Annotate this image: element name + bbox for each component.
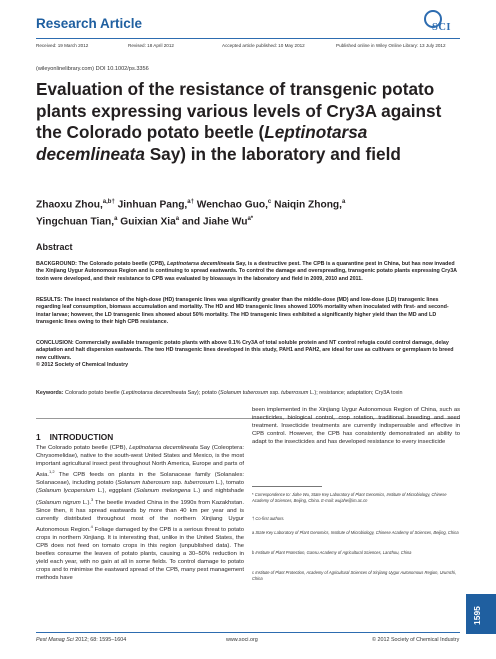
intro-text: Foliage damaged by the CPB is a serious threat to potato crops in northern Xinjiang. It is interesting that, unlike in the United States, the CPB does not feed on tomato crops in this region (unpublished data). The beetles consume the leaves of potato plants, causing a 30–50% reduction in yield each year, with no gain at all in some fields. To control damage to potato crops and to minimise the eastward spread of the CPB, many pest management methods have: [36, 526, 245, 582]
sci-logo: [420, 10, 464, 38]
footnote-text: Co-first authors.: [255, 516, 285, 521]
section-number: 1: [36, 432, 41, 442]
intro-text: The Colorado potato beetle (CPB),: [36, 445, 130, 451]
abstract-background: [36, 261, 460, 283]
footnote-affil-a: [252, 530, 460, 536]
author-name: Guixian Xia: [117, 216, 176, 228]
abstract-copyright: © 2012 Society of Chemical Industry: [36, 361, 129, 368]
author-affil: a†: [187, 199, 194, 205]
footnote-affil-b: [252, 550, 460, 556]
author-name: Yingchuan Tian,: [36, 216, 115, 228]
abstract-conclusion: [36, 340, 460, 369]
intro-heading: [36, 432, 113, 442]
article-title: [36, 79, 456, 165]
journal-url[interactable]: www.soci.org: [226, 637, 258, 643]
keywords: [36, 390, 460, 397]
footnote-text: Institute of Plant Protection, Academy of Agricultural Sciences of Xinjiang Uygur Autonomous Region, Urumchi, China: [252, 570, 457, 581]
abstract-results: [36, 297, 460, 326]
footnote-affil-c: [252, 570, 460, 581]
keyword-species: tuberrosum: [281, 390, 309, 396]
citation: 4: [90, 523, 93, 529]
author-name: Jinhuan Pang,: [114, 199, 188, 211]
intro-species: Solanum melongena: [135, 488, 191, 495]
author-affil: a: [114, 216, 118, 223]
title-text: Evaluation of the resistance of transgenic potato plants expressing various levels of Cry3A against the Colorado potato beetle (: [36, 79, 442, 142]
background-text-end: Say, is a destructive pest. The CPB is a quarantine pest in China, but has now invaded the Xinjiang Uygur Autonomous Region and is continuing to spread eastwards. To control the damage and overspreading, transgenic potato plants expressing Cry3A toxin were developed, and their resistance to CPB was evaluated by bioassays in the laboratory and field in 2009, 2010 and 2011.: [36, 261, 457, 282]
intro-text: L.), tomato (: [36, 480, 244, 495]
title-species: Leptinotarsa decemlineata: [36, 122, 368, 164]
results-text: The insect resistance of the high-dose (HD) transgenic lines was significantly greater than the middle-dose (MD) and low-dose (LD) transgenic lines regarding leaf consumption, biomass accumulation and mortality. The HD and MD transgenic lines showed 100% mortality when inoculated with first- and second-instar larvae; however, the LD transgenic lines showed about 50% mortality. The HD transgenic lines exhibited a significantly higher yield than the MD and LD transgenic lines owing to their high CPB resistance.: [36, 297, 449, 325]
results-label: RESULTS:: [36, 297, 63, 303]
author-name: and Jiahe Wu: [179, 216, 248, 228]
abstract-heading: Abstract: [36, 242, 73, 252]
conclusion-label: CONCLUSION:: [36, 340, 74, 346]
footnote-rule: [252, 486, 322, 487]
intro-paragraph-continued: been implemented in the Xinjiang Uygur Autonomous Region of China, such as insecticides, biological control, crop rotation, traditional breeding and seed treatment. Insecticide treatments are currently indispensable and effective in CPB control. However, the CPB has consistently demonstrated an ability to adapt to the insecticides and has developed resistance to every insecticide: [252, 407, 460, 446]
revised-date: Revised: 18 April 2012: [128, 43, 174, 48]
author-affil: a: [175, 216, 180, 223]
journal-name: Pest Manag Sci: [36, 637, 74, 643]
intro-text: L.).: [80, 499, 92, 506]
author-affil: a*: [247, 216, 254, 223]
logo-text: SCI: [432, 22, 452, 33]
intro-text: The beetle invaded China in the 1990s from Kazakhstan. Since then, it has spread eastwards by more than 40 km per year and is currently distributed throughout most of the northern Xinjiang Uygur Autonomous Region.: [36, 499, 244, 533]
footnote-correspondence: [252, 492, 460, 503]
background-species: Leptinotarsa decemlineata: [166, 261, 235, 267]
journal-volume: 2012; 68: 1595–1604: [73, 637, 127, 643]
section-title: INTRODUCTION: [49, 432, 114, 442]
keywords-label: Keywords:: [36, 390, 64, 396]
conclusion-text: Commercially available transgenic potato plants with above 0.1% Cry3A of total soluble protein and NT control refugia could control damage, delay adaptation and halt dispersion eastwards. The two HD transgenic lines developed in this study, PAH1 and PAH2, are ideal for use as cultivars or germplasm to breed new cultivars.: [36, 340, 454, 361]
header-rule: [36, 38, 460, 39]
footnote-mark: a: [252, 530, 255, 535]
author-affil: c: [267, 199, 272, 205]
intro-text: ssp.: [169, 480, 185, 487]
citation: 3: [91, 496, 94, 502]
intro-text: L.) and nightshade (: [36, 488, 244, 506]
intro-species: Leptinotarsa decemlineata: [129, 445, 198, 451]
online-date: Published online in Wiley Online Library: 13 July 2012: [336, 43, 446, 48]
keyword-text: Say); potato (: [186, 390, 220, 396]
intro-species: tuberrosum: [184, 480, 214, 487]
page-number: 1595: [472, 606, 482, 626]
intro-species: Solanum tuberosum: [117, 480, 170, 487]
footer-copyright: © 2012 Society of Chemical Industry: [372, 637, 460, 643]
keyword-species: Solanum tuberosum: [220, 390, 269, 396]
background-label: BACKGROUND:: [36, 261, 77, 267]
intro-species: Solanum lycopersium: [37, 488, 95, 495]
footnote-mark: b: [252, 550, 255, 555]
footnote-text: Correspondence to: Jiahe Wu, State Key Laboratory of Plant Genomics, Institute of Microbiology, Chinese Academy of Sciences, Beijing, China. E-mail: wujahe@im.ac.cn: [252, 492, 447, 503]
title-text-end: Say) in the laboratory and field: [144, 143, 401, 164]
footnote-text: Institute of Plant Protection, Gansu Academy of Agricultural Sciences, Lanzhou, China: [255, 550, 412, 555]
doi-line: (wileyonlinelibrary.com) DOI 10.1002/ps.3356: [36, 66, 149, 72]
author-affil: a: [342, 199, 346, 205]
intro-text: L.), eggplant (: [94, 488, 136, 495]
author-affil: a,b†: [102, 199, 115, 205]
accepted-date: Accepted article published: 10 May 2012: [222, 43, 305, 48]
keyword-text: ssp.: [268, 390, 282, 396]
footnote-text: State Key Laboratory of Plant Genomics, Institute of Microbiology, Chinese Academy of Sciences, Beijing, China: [255, 530, 459, 535]
author-name: Naiqin Zhong,: [271, 199, 342, 211]
intro-paragraph: [36, 444, 244, 582]
footnote-cofirst: [252, 516, 460, 522]
author-name: Zhaoxu Zhou,: [36, 199, 103, 211]
footer-rule: [36, 632, 460, 633]
section-label: Research Article: [36, 16, 143, 31]
intro-text: Say (Coleoptera: Chrysomelidae), native to the south-west United States and Mexico, is the most important agricultural insect pest throughout North America, Europe and parts of Asia.: [36, 445, 244, 479]
footnote-mark: c: [252, 570, 255, 575]
keyword-species: Leptinotarsa decemlineata: [122, 390, 187, 396]
received-date: Received: 19 March 2012: [36, 43, 89, 48]
author-name: Wenchao Guo,: [193, 199, 268, 211]
keyword-text: L.); resistance; adaptation; Cry3A toxin: [308, 390, 403, 396]
intro-text: The CPB feeds on plants in the Solanaceae family (Solanales: Solanaceae), including potato (: [36, 472, 244, 487]
footnote-mark: †: [252, 516, 255, 521]
intro-species: Solanum nigrum: [37, 499, 81, 506]
author-list: [36, 195, 456, 230]
keyword-text: Colorado potato beetle (: [63, 390, 123, 396]
footnote-mark: *: [252, 492, 254, 497]
journal-citation: [36, 637, 126, 643]
citation: 1,2: [49, 469, 55, 475]
background-text: The Colorado potato beetle (CPB),: [76, 261, 167, 267]
